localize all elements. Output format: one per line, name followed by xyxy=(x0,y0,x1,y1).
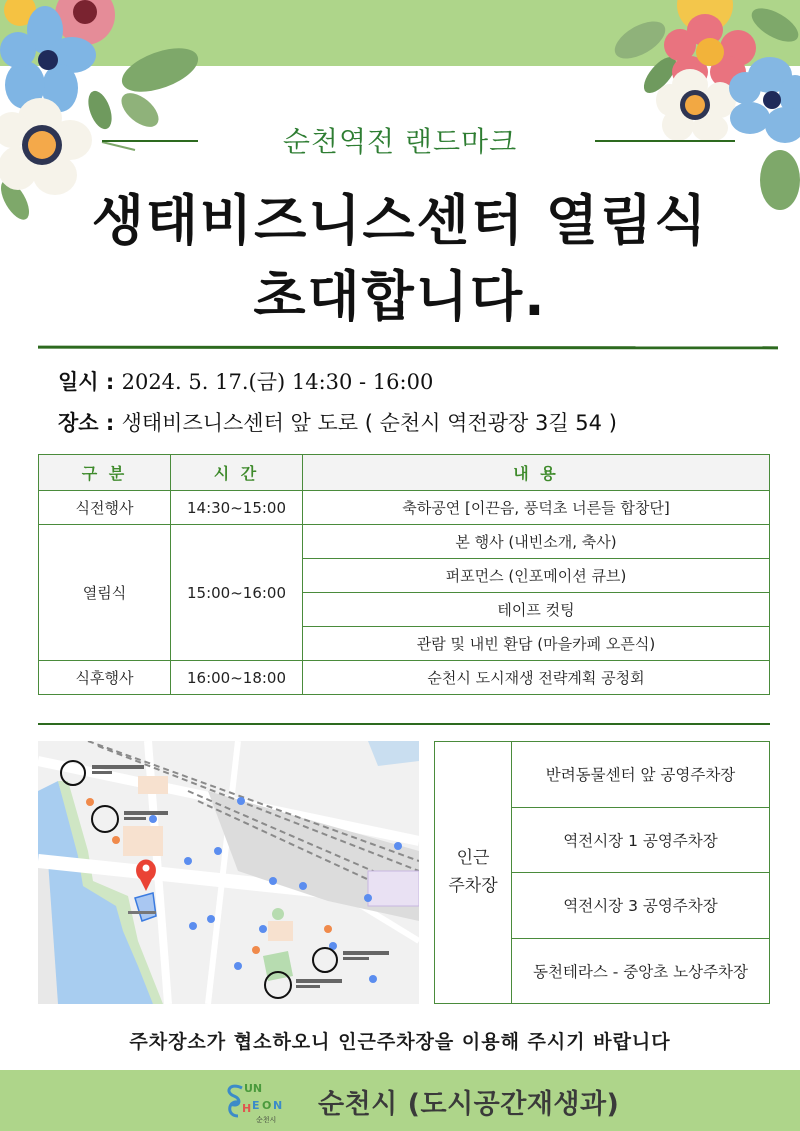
suncheon-logo-icon xyxy=(220,1076,310,1126)
svg-text:N: N xyxy=(273,1099,283,1112)
parking-notice: 주차장소가 협소하오니 인근주차장을 이용해 주시기 바랍니다 xyxy=(129,1031,671,1053)
row-time: 14:30~15:00 xyxy=(171,491,303,525)
header-category: 구 분 xyxy=(39,455,171,491)
top-green-band xyxy=(0,0,800,66)
row-category: 열림식 xyxy=(39,525,171,661)
parking-item: 역전시장 3 공영주차장 xyxy=(512,873,770,939)
parking-table xyxy=(434,741,770,1004)
date-label: 일시 : xyxy=(58,370,122,394)
parking-label-line2: 주차장 xyxy=(448,875,498,896)
section-divider-top xyxy=(38,346,778,350)
row-time: 15:00~16:00 xyxy=(171,525,303,661)
subtitle-row xyxy=(0,118,800,158)
page-title-line2: 초대합니다. xyxy=(253,265,547,328)
table-row xyxy=(39,491,770,525)
row-content: 순천시 도시재생 전략계획 공청회 xyxy=(303,661,770,695)
map-graphic xyxy=(38,741,419,1004)
page-title-line1: 생태비즈니스센터 열림식 xyxy=(91,189,709,252)
place-value: 생태비즈니스센터 앞 도로 ( 순천시 역전광장 3길 54 ) xyxy=(121,411,617,435)
header-time: 시 간 xyxy=(171,455,303,491)
row-content: 퍼포먼스 (인포메이션 큐브) xyxy=(303,559,770,593)
table-row xyxy=(39,525,770,559)
svg-text:E: E xyxy=(252,1099,260,1112)
row-time: 16:00~18:00 xyxy=(171,661,303,695)
footer-band xyxy=(0,1070,800,1131)
parking-item: 역전시장 1 공영주차장 xyxy=(512,807,770,873)
parking-label-line1: 인근 xyxy=(456,848,490,869)
parking-label xyxy=(435,742,512,1004)
location-map xyxy=(38,741,419,1004)
parking-item: 반려동물센터 앞 공영주차장 xyxy=(512,742,770,808)
date-value: 2024. 5. 17.(금) 14:30 - 16:00 xyxy=(121,370,434,394)
table-row xyxy=(435,742,770,808)
row-content: 축하공연 [이끈음, 풍덕초 너른들 합창단] xyxy=(303,491,770,525)
parking-item: 동천테라스 - 중앙초 노상주차장 xyxy=(512,938,770,1004)
svg-text:UN: UN xyxy=(244,1082,263,1095)
organization-name: 순천시 (도시공간재생과) xyxy=(318,1089,620,1120)
table-row xyxy=(39,661,770,695)
svg-text:H: H xyxy=(242,1102,252,1115)
row-content: 본 행사 (내빈소개, 축사) xyxy=(303,525,770,559)
section-divider-bottom xyxy=(38,723,770,725)
row-content: 관람 및 내빈 환담 (마을카페 오픈식) xyxy=(303,627,770,661)
schedule-header-row xyxy=(39,455,770,491)
svg-text:O: O xyxy=(262,1099,272,1112)
row-category: 식전행사 xyxy=(39,491,171,525)
schedule-table xyxy=(38,454,770,695)
header-content: 내 용 xyxy=(303,455,770,491)
subtitle-rule-right xyxy=(595,140,735,142)
row-category: 식후행사 xyxy=(39,661,171,695)
place-label: 장소 : xyxy=(58,411,122,435)
svg-text:순천시: 순천시 xyxy=(256,1116,277,1124)
subtitle: 순천역전 랜드마크 xyxy=(282,125,518,158)
event-place xyxy=(58,407,617,437)
event-date xyxy=(58,366,433,396)
row-content: 테이프 컷팅 xyxy=(303,593,770,627)
